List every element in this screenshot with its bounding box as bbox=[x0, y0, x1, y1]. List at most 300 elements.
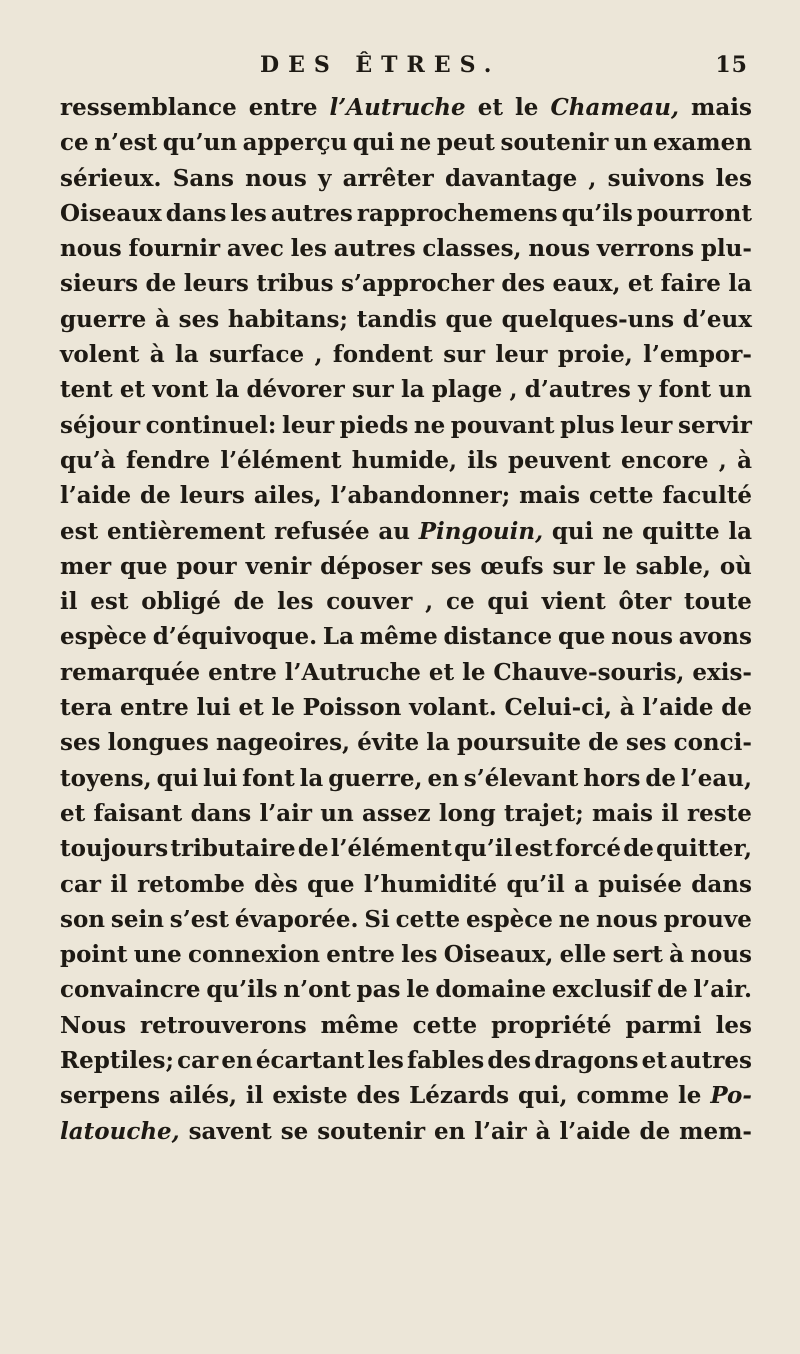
word: quelques-uns bbox=[501, 305, 675, 333]
word: tributaire bbox=[170, 835, 296, 863]
text-line bbox=[60, 1114, 752, 1149]
word: longues bbox=[107, 729, 209, 757]
word: le bbox=[603, 552, 627, 580]
word: évaporée. bbox=[234, 905, 359, 933]
word: de bbox=[657, 976, 688, 1004]
word: des bbox=[487, 1047, 532, 1075]
word: est bbox=[60, 517, 99, 545]
word: et bbox=[641, 1047, 667, 1075]
word: nous bbox=[690, 941, 752, 969]
word: même bbox=[320, 1011, 399, 1039]
word: ne bbox=[558, 905, 591, 933]
word: l’élément bbox=[220, 446, 342, 474]
word: serpens bbox=[60, 1082, 161, 1110]
word: un bbox=[320, 799, 354, 827]
word: l’Autruche bbox=[284, 658, 421, 686]
word: habitans; bbox=[227, 305, 348, 333]
text-line bbox=[60, 1078, 752, 1113]
word: nageoires, bbox=[215, 729, 351, 757]
word: conci- bbox=[673, 729, 752, 757]
text-line bbox=[60, 1008, 752, 1043]
word: leur bbox=[620, 411, 673, 439]
word: font bbox=[658, 376, 712, 404]
text-line bbox=[60, 761, 752, 796]
word: et bbox=[627, 270, 654, 298]
word: ne bbox=[399, 129, 432, 157]
word: ses bbox=[60, 729, 101, 757]
text-line bbox=[60, 372, 752, 407]
word: toyens, bbox=[60, 764, 152, 792]
word: le bbox=[271, 694, 295, 722]
word: toute bbox=[684, 588, 752, 616]
word: un bbox=[613, 129, 648, 157]
word: couver bbox=[326, 588, 413, 616]
word: nous bbox=[245, 164, 307, 192]
word: lui bbox=[196, 694, 231, 722]
word: le bbox=[678, 1082, 702, 1110]
word: Oiseaux, bbox=[443, 941, 554, 969]
word: s’élevant bbox=[463, 764, 579, 792]
word: fondent bbox=[332, 341, 433, 369]
word: de bbox=[623, 835, 654, 863]
word: avec bbox=[226, 235, 284, 263]
word: qu’à bbox=[60, 446, 116, 474]
word: faisant bbox=[93, 799, 183, 827]
word: de bbox=[140, 482, 171, 510]
text-line bbox=[60, 302, 752, 337]
word: où bbox=[719, 552, 752, 580]
word: examen bbox=[653, 129, 752, 157]
word: ailes, bbox=[253, 482, 322, 510]
word: les bbox=[367, 1047, 404, 1075]
word: long bbox=[438, 799, 496, 827]
word: peuvent bbox=[507, 446, 611, 474]
word: savent bbox=[188, 1117, 272, 1145]
word: la bbox=[728, 517, 752, 545]
word: ne bbox=[413, 411, 446, 439]
word: en bbox=[221, 1047, 253, 1075]
word: au bbox=[378, 517, 411, 545]
word: a bbox=[574, 870, 589, 898]
word: , bbox=[588, 164, 597, 192]
word: dans bbox=[691, 870, 752, 898]
word: rapprochemens bbox=[356, 199, 558, 227]
word: y bbox=[318, 164, 332, 192]
body-text bbox=[60, 90, 752, 1149]
word: , bbox=[425, 588, 434, 616]
word: tribus bbox=[256, 270, 334, 298]
word: exclusif bbox=[551, 976, 652, 1004]
word: espèce bbox=[466, 905, 553, 933]
word: sert bbox=[612, 941, 663, 969]
word: parmi bbox=[625, 1011, 702, 1039]
word: de bbox=[145, 270, 177, 298]
word: qui, bbox=[517, 1082, 568, 1110]
word: n’est bbox=[94, 129, 158, 157]
word: fournir bbox=[128, 235, 221, 263]
word: et bbox=[238, 694, 264, 722]
word: d’eux bbox=[682, 305, 752, 333]
word: en bbox=[433, 1117, 466, 1145]
word: qu’un bbox=[162, 129, 238, 157]
word: sur bbox=[351, 376, 394, 404]
word: propriété bbox=[491, 1011, 612, 1039]
word: sur bbox=[443, 341, 486, 369]
word: une bbox=[133, 941, 182, 969]
word: leur bbox=[281, 411, 335, 439]
word: que bbox=[307, 870, 355, 898]
word: davantage bbox=[444, 164, 578, 192]
text-line bbox=[60, 337, 752, 372]
word: qu’ils bbox=[206, 976, 278, 1004]
word: son bbox=[60, 905, 106, 933]
word: des bbox=[356, 1082, 401, 1110]
word: mais bbox=[691, 94, 752, 121]
word: les bbox=[401, 941, 438, 969]
word: Po- bbox=[710, 1082, 752, 1110]
word: s’approcher bbox=[340, 270, 494, 298]
word: car bbox=[60, 870, 102, 898]
word: d’autres bbox=[524, 376, 631, 404]
word: suivons bbox=[607, 164, 705, 192]
word: servir bbox=[678, 411, 752, 439]
word: cette bbox=[589, 482, 654, 510]
word: n’ont bbox=[283, 976, 351, 1004]
word: nous bbox=[596, 905, 658, 933]
word: faculté bbox=[662, 482, 752, 510]
word: retrouverons bbox=[140, 1011, 307, 1039]
word: , bbox=[314, 341, 323, 369]
word: Si bbox=[364, 905, 390, 933]
word: mais bbox=[519, 482, 581, 510]
word: sieurs bbox=[60, 270, 139, 298]
word: le bbox=[462, 658, 486, 686]
word: un bbox=[718, 376, 752, 404]
word: la bbox=[174, 341, 199, 369]
word: Celui-ci, bbox=[504, 694, 612, 722]
word: mem- bbox=[679, 1117, 752, 1145]
text-line bbox=[60, 902, 752, 937]
word: prouve bbox=[663, 905, 752, 933]
word: leurs bbox=[183, 270, 249, 298]
text-line bbox=[60, 867, 752, 902]
word: ce bbox=[445, 588, 475, 616]
word: refusée bbox=[274, 517, 370, 545]
word: distance bbox=[443, 623, 553, 651]
word: le bbox=[515, 94, 539, 121]
word: guerre, bbox=[328, 764, 423, 792]
word: et bbox=[119, 376, 146, 404]
word: que bbox=[557, 623, 606, 651]
word: l’humidité bbox=[363, 870, 498, 898]
word: Chauve-souris, bbox=[493, 658, 685, 686]
running-title: DES ÊTRES. bbox=[260, 52, 501, 78]
word: l’eau, bbox=[680, 764, 752, 792]
word: de bbox=[639, 1117, 671, 1145]
word: ôter bbox=[618, 588, 672, 616]
word: qui bbox=[156, 764, 199, 792]
word: les bbox=[230, 199, 267, 227]
word: dans bbox=[165, 199, 227, 227]
text-line bbox=[60, 655, 752, 690]
word: à bbox=[737, 446, 752, 474]
text-line bbox=[60, 725, 752, 760]
word: forcé bbox=[554, 835, 621, 863]
word: Oiseaux bbox=[60, 199, 162, 227]
word: l’aide bbox=[60, 482, 132, 510]
word: d’équivoque. bbox=[152, 623, 318, 651]
word: quitter, bbox=[656, 835, 752, 863]
word: de bbox=[233, 588, 265, 616]
word: la bbox=[215, 376, 240, 404]
text-line bbox=[60, 443, 752, 478]
word: nous bbox=[611, 623, 673, 651]
word: elle bbox=[559, 941, 607, 969]
word: tent bbox=[60, 376, 113, 404]
word: leur bbox=[495, 341, 548, 369]
word: et bbox=[428, 658, 455, 686]
word: y bbox=[638, 376, 652, 404]
word: apperçu bbox=[242, 129, 348, 157]
word: les bbox=[290, 235, 327, 263]
word: quitte bbox=[642, 517, 720, 545]
word: assez bbox=[362, 799, 431, 827]
word: obligé bbox=[141, 588, 221, 616]
word: reste bbox=[686, 799, 752, 827]
word: convaincre bbox=[60, 976, 201, 1004]
word: , bbox=[509, 376, 518, 404]
word: qui bbox=[352, 129, 395, 157]
word: en bbox=[427, 764, 459, 792]
word: qui bbox=[551, 517, 594, 545]
text-line bbox=[60, 831, 752, 866]
text-line bbox=[60, 90, 752, 125]
word: humide, bbox=[351, 446, 457, 474]
word: entièrement bbox=[106, 517, 266, 545]
word: écartant bbox=[255, 1047, 365, 1075]
word: ce bbox=[60, 129, 89, 157]
word: remarquée bbox=[60, 658, 201, 686]
word: autres bbox=[333, 235, 416, 263]
word: que bbox=[445, 305, 493, 333]
word: à bbox=[155, 305, 170, 333]
word: eaux, bbox=[552, 270, 621, 298]
word: proie, bbox=[557, 341, 633, 369]
word: plu- bbox=[700, 235, 752, 263]
word: arrêter bbox=[342, 164, 434, 192]
word: à bbox=[669, 941, 685, 969]
word: dévorer bbox=[246, 376, 345, 404]
word: l’aide bbox=[642, 694, 714, 722]
word: de bbox=[297, 835, 329, 863]
word: encore bbox=[621, 446, 709, 474]
word: ressemblance bbox=[60, 94, 237, 121]
word: s’est bbox=[169, 905, 229, 933]
word: car bbox=[177, 1047, 219, 1075]
word: pas bbox=[356, 976, 401, 1004]
word: et bbox=[60, 799, 86, 827]
word: ils bbox=[467, 446, 498, 474]
word: vont bbox=[152, 376, 209, 404]
word: existe bbox=[272, 1082, 348, 1110]
word: nous bbox=[528, 235, 591, 263]
text-line bbox=[60, 478, 752, 513]
word: dragons bbox=[534, 1047, 639, 1075]
word: point bbox=[60, 941, 128, 969]
word: ne bbox=[602, 517, 634, 545]
text-line bbox=[60, 549, 752, 584]
word: les bbox=[715, 1011, 752, 1039]
word: ailés, bbox=[169, 1082, 237, 1110]
word: fendre bbox=[126, 446, 211, 474]
word: est bbox=[90, 588, 129, 616]
word: évite bbox=[357, 729, 420, 757]
word: , bbox=[718, 446, 727, 474]
word: Poisson bbox=[302, 694, 402, 722]
word: retombe bbox=[137, 870, 245, 898]
word: Reptiles; bbox=[60, 1047, 175, 1075]
word: l’air. bbox=[693, 976, 752, 1004]
word: même bbox=[359, 623, 438, 651]
word: mer bbox=[60, 552, 112, 580]
word: l’empor- bbox=[643, 341, 752, 369]
word: qu’il bbox=[506, 870, 565, 898]
word: puisée bbox=[598, 870, 682, 898]
word: de bbox=[588, 729, 619, 757]
word: l’abandonner; bbox=[330, 482, 511, 510]
text-line bbox=[60, 161, 752, 196]
word: de bbox=[721, 694, 752, 722]
word: hors bbox=[583, 764, 641, 792]
word: vient bbox=[541, 588, 606, 616]
word: classes, bbox=[422, 235, 522, 263]
word: entre bbox=[248, 94, 318, 121]
word: les bbox=[715, 164, 752, 192]
word: font bbox=[242, 764, 295, 792]
word: leurs bbox=[179, 482, 245, 510]
word: volant. bbox=[409, 694, 497, 722]
word: autres bbox=[670, 1047, 752, 1075]
word: qu’ils bbox=[561, 199, 633, 227]
text-line bbox=[60, 514, 752, 549]
text-line bbox=[60, 690, 752, 725]
word: qu’il bbox=[454, 835, 513, 863]
word: dès bbox=[254, 870, 298, 898]
word: plage bbox=[431, 376, 503, 404]
word: Chameau, bbox=[550, 94, 679, 121]
text-line bbox=[60, 266, 752, 301]
word: qui bbox=[487, 588, 529, 616]
word: œufs bbox=[480, 552, 544, 580]
word: de bbox=[645, 764, 677, 792]
word: déposer bbox=[320, 552, 422, 580]
word: ses bbox=[178, 305, 220, 333]
text-line bbox=[60, 125, 752, 160]
word: que bbox=[120, 552, 168, 580]
word: sérieux. bbox=[60, 164, 162, 192]
word: volent bbox=[60, 341, 140, 369]
word: nous bbox=[60, 235, 122, 263]
word: pouvant bbox=[450, 411, 555, 439]
page-number: 15 bbox=[715, 52, 748, 78]
word: à bbox=[535, 1117, 551, 1145]
word: sein bbox=[110, 905, 164, 933]
word: ses bbox=[430, 552, 472, 580]
word: plus bbox=[560, 411, 615, 439]
word: il bbox=[661, 799, 679, 827]
word: surface bbox=[208, 341, 305, 369]
word: dans bbox=[190, 799, 252, 827]
text-line bbox=[60, 619, 752, 654]
text-line bbox=[60, 1043, 752, 1078]
word: la bbox=[728, 270, 752, 298]
word: des bbox=[501, 270, 546, 298]
word: toujours bbox=[60, 835, 169, 863]
word: sur bbox=[552, 552, 595, 580]
word: l’aide bbox=[559, 1117, 631, 1145]
word: entre bbox=[326, 941, 395, 969]
word: verrons bbox=[596, 235, 695, 263]
word: lui bbox=[203, 764, 238, 792]
word: latouche, bbox=[60, 1117, 180, 1145]
text-line bbox=[60, 196, 752, 231]
word: poursuite bbox=[457, 729, 581, 757]
word: à bbox=[149, 341, 165, 369]
word: exis- bbox=[692, 658, 752, 686]
word: la bbox=[400, 376, 425, 404]
word: pourront bbox=[636, 199, 752, 227]
word: et bbox=[477, 94, 503, 121]
word: comme bbox=[576, 1082, 670, 1110]
word: pour bbox=[176, 552, 237, 580]
word: peut bbox=[436, 129, 495, 157]
word: Sans bbox=[172, 164, 234, 192]
word: séjour bbox=[60, 411, 141, 439]
word: se bbox=[280, 1117, 309, 1145]
word: Nous bbox=[60, 1011, 127, 1039]
word: domaine bbox=[435, 976, 547, 1004]
word: soutenir bbox=[317, 1117, 426, 1145]
word: cette bbox=[412, 1011, 478, 1039]
word: l’air bbox=[474, 1117, 527, 1145]
word: mais bbox=[591, 799, 653, 827]
word: faire bbox=[660, 270, 721, 298]
text-line bbox=[60, 231, 752, 266]
word: entre bbox=[120, 694, 189, 722]
word: pieds bbox=[339, 411, 409, 439]
word: le bbox=[406, 976, 430, 1004]
word: à bbox=[619, 694, 635, 722]
word: venir bbox=[245, 552, 312, 580]
word: tera bbox=[60, 694, 113, 722]
word: autres bbox=[270, 199, 353, 227]
word: les bbox=[277, 588, 314, 616]
word: avons bbox=[678, 623, 752, 651]
word: l’élément bbox=[330, 835, 452, 863]
text-line bbox=[60, 937, 752, 972]
word: soutenir bbox=[500, 129, 609, 157]
word: cette bbox=[395, 905, 461, 933]
running-head bbox=[60, 52, 752, 86]
text-line bbox=[60, 972, 752, 1007]
word: Pingouin, bbox=[418, 517, 544, 545]
word: sable, bbox=[635, 552, 711, 580]
text-line bbox=[60, 408, 752, 443]
word: Lézards bbox=[409, 1082, 510, 1110]
word: il bbox=[245, 1082, 264, 1110]
word: est bbox=[514, 835, 553, 863]
word: l’air bbox=[259, 799, 313, 827]
